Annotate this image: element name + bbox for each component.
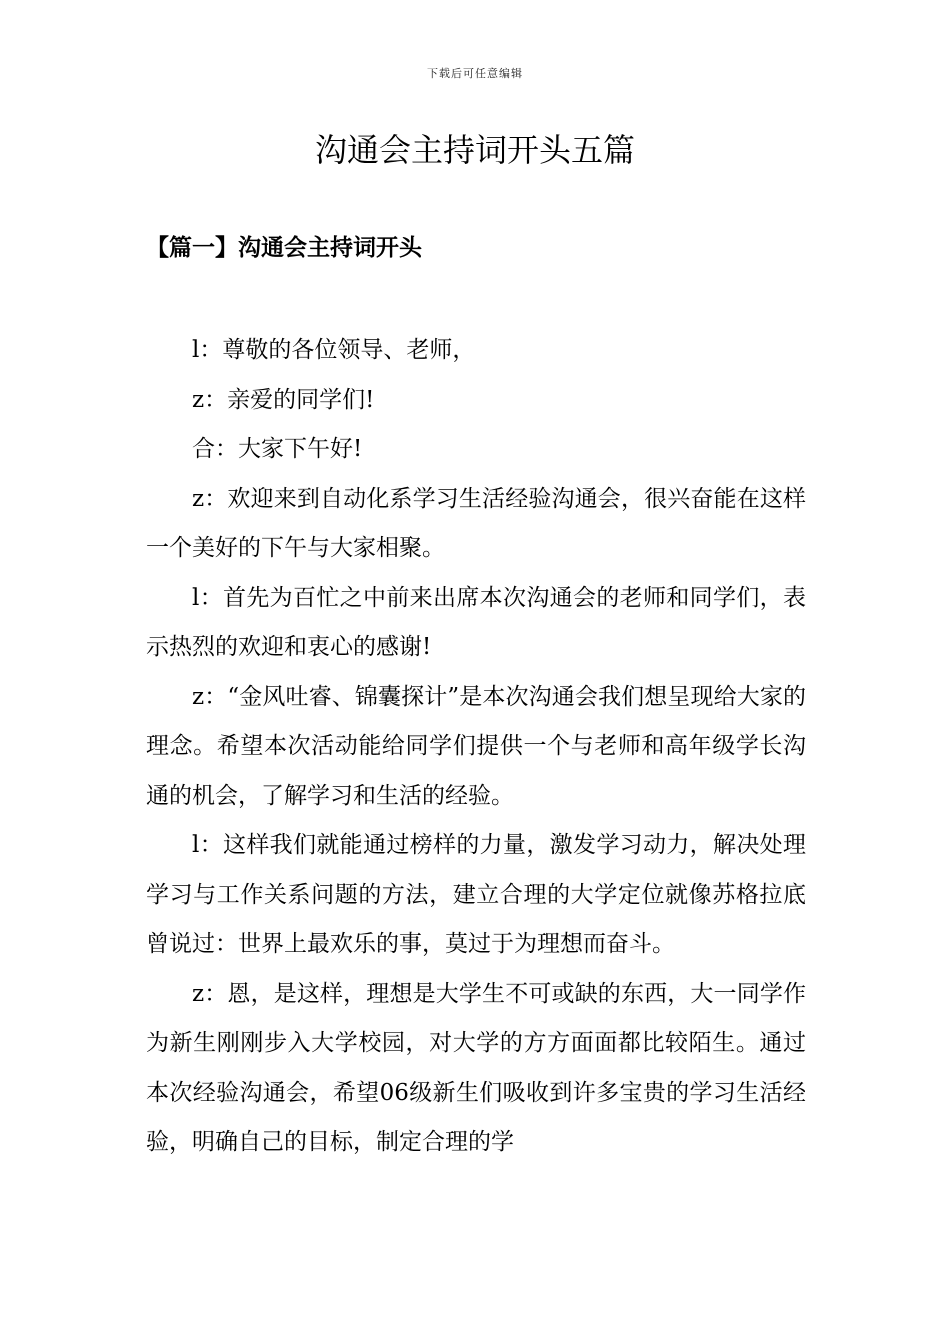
- document-body: [146, 326, 806, 1168]
- paragraph: z：恩，是这样，理想是大学生不可或缺的东西，大一同学作为新生刚刚步入大学校园，对大学的方方面面都比较陌生。通过本次经验沟通会，希望06级新生们吸收到许多宝贵的学习生活经验，明确自己的目标，制定合理的学: [146, 980, 806, 1155]
- paragraph: z：“金风吐睿、锦囊探计”是本次沟通会我们想呈现给大家的理念。希望本次活动能给同学们提供一个与老师和高年级学长沟通的机会，了解学习和生活的经验。: [146, 683, 806, 809]
- paragraph: z：欢迎来到自动化系学习生活经验沟通会，很兴奋能在这样一个美好的下午与大家相聚。: [146, 485, 806, 561]
- paragraph: l：首先为百忙之中前来出席本次沟通会的老师和同学们，表示热烈的欢迎和衷心的感谢!: [146, 584, 806, 660]
- header-note: 下载后可任意编辑: [427, 67, 523, 80]
- paragraph: 合：大家下午好!: [192, 436, 363, 462]
- paragraph: l：这样我们就能通过榜样的力量，激发学习动力，解决处理学习与工作关系问题的方法，建立合理的大学定位就像苏格拉底曾说过：世界上最欢乐的事，莫过于为理想而奋斗。: [146, 832, 806, 957]
- paragraph: z：亲爱的同学们!: [192, 386, 375, 413]
- section-heading: 【篇一】沟通会主持词开头: [146, 234, 422, 261]
- document-title: 沟通会主持词开头五篇: [314, 131, 635, 169]
- paragraph: l：尊敬的各位领导、老师，: [192, 337, 476, 363]
